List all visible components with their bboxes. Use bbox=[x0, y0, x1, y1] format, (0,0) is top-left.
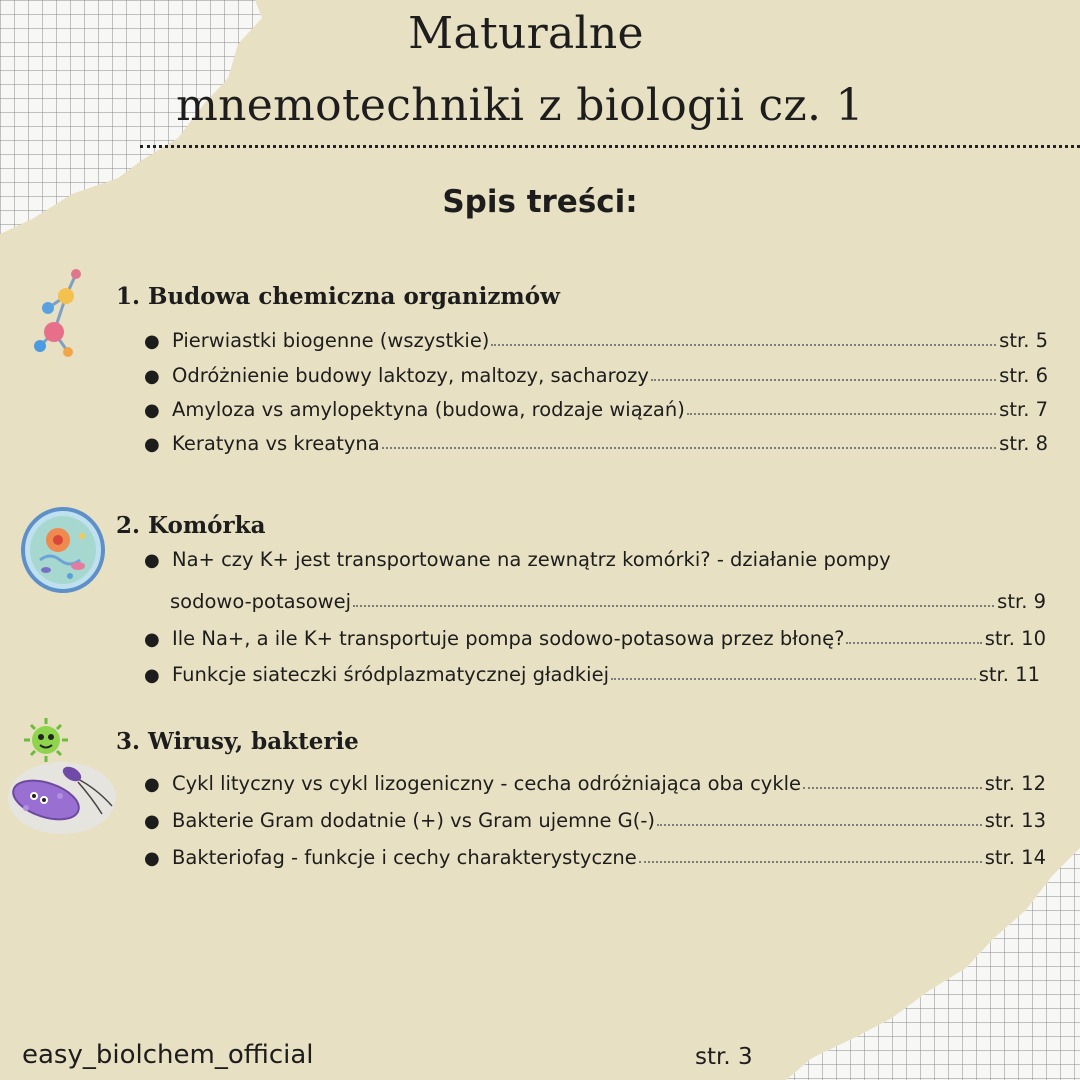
bullet: ● bbox=[144, 434, 160, 455]
toc-item-page: str. 7 bbox=[999, 398, 1048, 421]
bullet: ● bbox=[144, 665, 160, 686]
toc-item-3-1[interactable] bbox=[144, 765, 1046, 795]
section-heading-1: 1. Budowa chemiczna organizmów bbox=[116, 283, 560, 310]
toc-item-2-2[interactable] bbox=[144, 620, 1046, 650]
title-divider bbox=[140, 145, 1080, 148]
toc-item-1-1[interactable] bbox=[144, 322, 1048, 352]
toc-item-text: Ile Na+, a ile K+ transportuje pompa sodowo-potasowa przez błonę? bbox=[172, 627, 845, 650]
toc-item-text: Pierwiastki biogenne (wszystkie) bbox=[172, 329, 490, 352]
cell-icon bbox=[20, 506, 106, 594]
leader-dots bbox=[651, 379, 996, 381]
toc-item-page: str. 13 bbox=[984, 809, 1046, 832]
toc-item-page: str. 6 bbox=[999, 364, 1048, 387]
toc-item-page: str. 11 bbox=[978, 663, 1040, 686]
toc-item-text: Na+ czy K+ jest transportowane na zewnątrz komórki? - działanie pompy bbox=[172, 548, 891, 571]
toc-item-page: str. 9 bbox=[997, 590, 1046, 613]
grid-paper-decoration-bottom-right bbox=[780, 840, 1080, 1080]
toc-item-text: Cykl lityczny vs cykl lizogeniczny - cecha odróżniająca oba cykle bbox=[172, 772, 802, 795]
footer-page-number: str. 3 bbox=[695, 1044, 753, 1070]
toc-item-text: Bakteriofag - funkcje i cechy charakterystyczne bbox=[172, 846, 637, 869]
bullet: ● bbox=[144, 331, 160, 352]
toc-item-3-3[interactable] bbox=[144, 839, 1046, 869]
virus-bacteria-icon bbox=[6, 716, 118, 836]
toc-item-page: str. 14 bbox=[984, 846, 1046, 869]
toc-item-1-3[interactable] bbox=[144, 391, 1048, 421]
title-line-2: mnemotechniki z biologii cz. 1 bbox=[176, 80, 864, 131]
toc-item-text: Keratyna vs kreatyna bbox=[172, 432, 380, 455]
leader-dots bbox=[803, 787, 982, 789]
toc-item-page: str. 10 bbox=[984, 627, 1046, 650]
bullet: ● bbox=[144, 366, 160, 387]
bullet: ● bbox=[144, 550, 160, 571]
toc-item-page: str. 8 bbox=[999, 432, 1048, 455]
toc-title: Spis treści: bbox=[442, 184, 638, 220]
toc-item-text: Amyloza vs amylopektyna (budowa, rodzaje wiązań) bbox=[172, 398, 685, 421]
leader-dots bbox=[611, 678, 976, 680]
molecule-icon bbox=[26, 266, 90, 360]
toc-item-text: Odróżnienie budowy laktozy, maltozy, sacharozy bbox=[172, 364, 649, 387]
leader-dots bbox=[491, 344, 996, 346]
leader-dots bbox=[657, 824, 982, 826]
leader-dots bbox=[639, 861, 982, 863]
toc-item-2-1[interactable] bbox=[144, 548, 891, 571]
bullet: ● bbox=[144, 400, 160, 421]
toc-item-page: str. 5 bbox=[999, 329, 1048, 352]
section-heading-3: 3. Wirusy, bakterie bbox=[116, 728, 359, 755]
bullet: ● bbox=[144, 774, 160, 795]
toc-item-1-2[interactable] bbox=[144, 357, 1048, 387]
toc-item-text: Bakterie Gram dodatnie (+) vs Gram ujemne G(-) bbox=[172, 809, 656, 832]
bullet: ● bbox=[144, 629, 160, 650]
leader-dots bbox=[687, 413, 996, 415]
leader-dots bbox=[846, 642, 981, 644]
bullet: ● bbox=[144, 811, 160, 832]
toc-item-1-4[interactable] bbox=[144, 425, 1048, 455]
toc-item-text: Funkcje siateczki śródplazmatycznej gładkiej bbox=[172, 663, 609, 686]
toc-item-2-3[interactable] bbox=[144, 656, 1040, 686]
bullet: ● bbox=[144, 848, 160, 869]
section-heading-2: 2. Komórka bbox=[116, 512, 266, 539]
toc-item-text-continuation: sodowo-potasowej bbox=[170, 590, 352, 613]
toc-item-3-2[interactable] bbox=[144, 802, 1046, 832]
leader-dots bbox=[382, 447, 996, 449]
footer-handle: easy_biolchem_official bbox=[22, 1040, 314, 1070]
title-line-1: Maturalne bbox=[408, 8, 644, 59]
toc-item-page: str. 12 bbox=[984, 772, 1046, 795]
leader-dots bbox=[353, 605, 994, 607]
toc-item-2-1-continuation[interactable] bbox=[170, 583, 1046, 613]
